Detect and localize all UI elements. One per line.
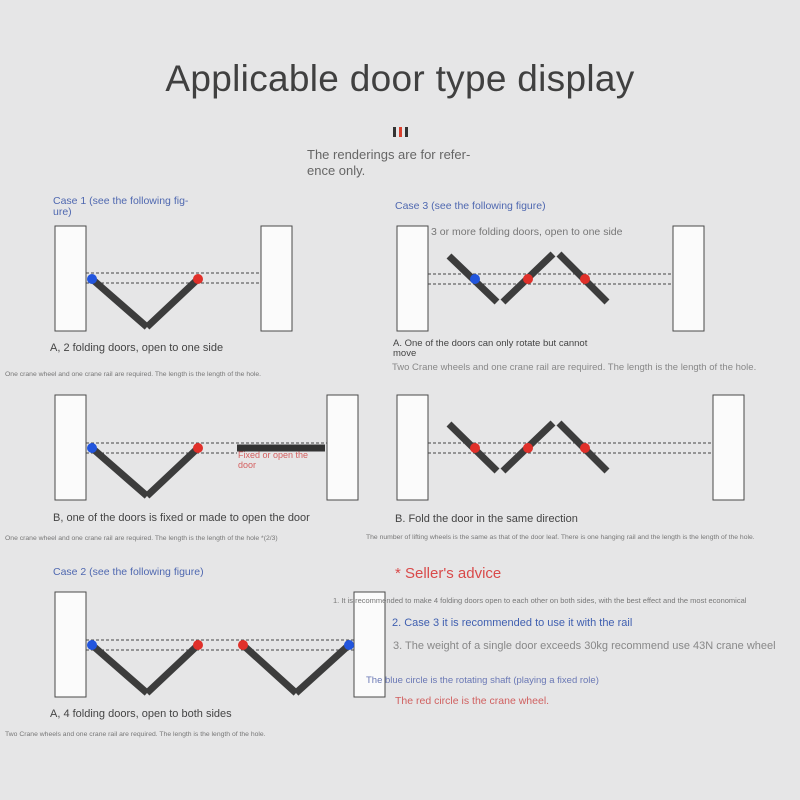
wall-left bbox=[397, 226, 428, 331]
crane-wheel-marker bbox=[238, 640, 248, 650]
page-title: Applicable door type display bbox=[165, 58, 635, 99]
case3-subheading: 3 or more folding doors, open to one side bbox=[431, 226, 623, 238]
diagram-case2-a bbox=[55, 592, 385, 697]
case2-heading: Case 2 (see the following figure) bbox=[53, 566, 204, 578]
reference-note: The renderings are for refer- ence only. bbox=[307, 147, 471, 178]
case1-b-caption: B, one of the doors is fixed or made to open the door bbox=[53, 512, 310, 524]
wall-left bbox=[55, 226, 86, 331]
fixed-door-label: Fixed or open the door bbox=[238, 450, 309, 470]
wall-right bbox=[713, 395, 744, 500]
case1-a-requirement: One crane wheel and one crane rail are required. The length is the length of the hole. bbox=[5, 371, 262, 378]
case3-a-requirement: Two Crane wheels and one crane rail are required. The length is the length of the hole. bbox=[392, 362, 757, 373]
case3-heading: Case 3 (see the following figure) bbox=[395, 200, 546, 212]
rotating-shaft-marker bbox=[344, 640, 354, 650]
diagram-case1-a bbox=[55, 226, 292, 331]
diagram-case3-b bbox=[397, 395, 744, 500]
rotating-shaft-marker bbox=[87, 443, 97, 453]
crane-wheel-marker bbox=[470, 443, 480, 453]
case1-b-requirement: One crane wheel and one crane rail are required. The length is the length of the hole *(2/3) bbox=[5, 535, 278, 542]
door-leaf bbox=[92, 279, 147, 327]
wall-left bbox=[55, 395, 86, 500]
case1-a-caption: A, 2 folding doors, open to one side bbox=[50, 342, 224, 354]
crane-wheel-marker bbox=[580, 274, 590, 284]
rotating-shaft-marker bbox=[470, 274, 480, 284]
advice-item-2: 2. Case 3 it is recommended to use it with the rail bbox=[392, 617, 633, 629]
case2-a-caption: A, 4 folding doors, open to both sides bbox=[50, 708, 232, 720]
door-leaf bbox=[147, 448, 198, 496]
wall-right bbox=[261, 226, 292, 331]
door-leaf bbox=[92, 645, 147, 693]
blue-circle-note: The blue circle is the rotating shaft (playing a fixed role) bbox=[366, 675, 599, 686]
door-leaf bbox=[147, 279, 198, 327]
red-circle-note: The red circle is the crane wheel. bbox=[395, 695, 550, 707]
wall-right bbox=[673, 226, 704, 331]
case1-heading: Case 1 (see the following fig- ure) bbox=[53, 195, 189, 218]
door-leaf bbox=[147, 645, 198, 693]
advice-item-1: 1. It is recommended to make 4 folding doors open to each other on both sides, with the best effect and the most economical bbox=[333, 596, 747, 605]
rotating-shaft-marker bbox=[87, 640, 97, 650]
wall-left bbox=[397, 395, 428, 500]
advice-item-3: 3. The weight of a single door exceeds 30kg recommend use 43N crane wheel bbox=[393, 640, 776, 652]
door-leaf bbox=[296, 645, 349, 693]
rotating-shaft-marker bbox=[87, 274, 97, 284]
crane-wheel-marker bbox=[193, 640, 203, 650]
case3-b-requirement: The number of lifting wheels is the same as that of the door leaf. There is one hanging rail and the length is the length of the hole. bbox=[366, 534, 755, 541]
crane-wheel-marker bbox=[523, 443, 533, 453]
advice-title: * Seller's advice bbox=[395, 565, 502, 582]
crane-wheel-marker bbox=[523, 274, 533, 284]
case2-a-requirement: Two Crane wheels and one crane rail are required. The length is the length of the hole. bbox=[5, 731, 266, 738]
case3-a-caption: A. One of the doors can only rotate but cannot move bbox=[393, 338, 588, 359]
crane-wheel-marker bbox=[193, 443, 203, 453]
wall-left bbox=[55, 592, 86, 697]
door-leaf bbox=[243, 645, 296, 693]
wall-right bbox=[327, 395, 358, 500]
crane-wheel-marker bbox=[193, 274, 203, 284]
door-leaf bbox=[92, 448, 147, 496]
case3-b-caption: B. Fold the door in the same direction bbox=[395, 513, 578, 525]
diagram-case1-b bbox=[55, 395, 358, 500]
crane-wheel-marker bbox=[580, 443, 590, 453]
diagram-case3-a bbox=[397, 226, 704, 331]
